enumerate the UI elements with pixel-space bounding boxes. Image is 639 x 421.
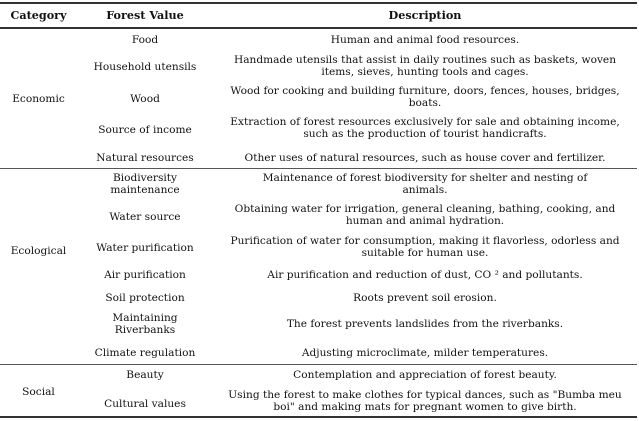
value-biodiversity-maintenance: Biodiversity maintenance: [110, 172, 180, 196]
desc-climate-regulation: Adjusting microclimate, milder temperatures.: [301, 347, 549, 359]
desc-air-purification: Air purification and reduction of dust, CO ² and pollutants.: [267, 269, 583, 281]
category-ecological: Ecological: [10, 245, 67, 257]
table-top-rule: [0, 2, 637, 4]
desc-maintaining-riverbanks: The forest prevents landslides from the riverbanks.: [286, 318, 564, 330]
economic-rule: [0, 168, 637, 169]
header-category: Category: [10, 8, 67, 22]
value-food: Food: [131, 34, 159, 46]
value-cultural-values: Cultural values: [104, 398, 186, 410]
value-wood: Wood: [130, 93, 160, 105]
value-climate-regulation: Climate regulation: [94, 347, 196, 359]
value-beauty: Beauty: [126, 369, 164, 381]
desc-household-utensils: Handmade utensils that assist in daily routines such as baskets, woven items, sieves, hunting tools and cages.: [233, 54, 617, 78]
desc-beauty: Contemplation and appreciation of forest beauty.: [293, 369, 557, 381]
value-household-utensils: Household utensils: [93, 61, 197, 73]
desc-food: Human and animal food resources.: [330, 34, 520, 46]
desc-natural-resources: Other uses of natural resources, such as house cover and fertilizer.: [244, 152, 606, 164]
desc-source-of-income: Extraction of forest resources exclusively for sale and obtaining income, such as the production of tourist handicrafts.: [230, 116, 620, 140]
desc-biodiversity-maintenance: Maintenance of forest biodiversity for shelter and nesting of animals.: [262, 172, 588, 196]
category-social: Social: [22, 386, 55, 398]
value-maintaining-riverbanks: Maintaining Riverbanks: [112, 312, 178, 336]
category-economic: Economic: [12, 93, 65, 105]
ecological-rule: [0, 364, 637, 365]
desc-water-source: Obtaining water for irrigation, general cleaning, bathing, cooking, and human and animal hydration.: [234, 203, 616, 227]
desc-water-purification: Purification of water for consumption, making it flavorless, odorless and suitable for human use.: [230, 235, 620, 259]
value-air-purification: Air purification: [104, 269, 186, 281]
desc-wood: Wood for cooking and building furniture, doors, fences, houses, bridges, boats.: [230, 85, 620, 109]
value-water-source: Water source: [109, 211, 181, 223]
table-bottom-rule: [0, 416, 637, 418]
desc-cultural-values: Using the forest to make clothes for typical dances, such as "Bumba meu boi" and making mats for pregnant women to give birth.: [228, 389, 622, 413]
value-source-of-income: Source of income: [98, 124, 192, 136]
header-description: Description: [388, 8, 462, 22]
value-water-purification: Water purification: [96, 242, 194, 254]
header-forest-value: Forest Value: [106, 8, 184, 22]
desc-soil-protection: Roots prevent soil erosion.: [353, 292, 497, 304]
value-soil-protection: Soil protection: [105, 292, 185, 304]
value-natural-resources: Natural resources: [96, 152, 194, 164]
header-rule: [0, 27, 637, 29]
